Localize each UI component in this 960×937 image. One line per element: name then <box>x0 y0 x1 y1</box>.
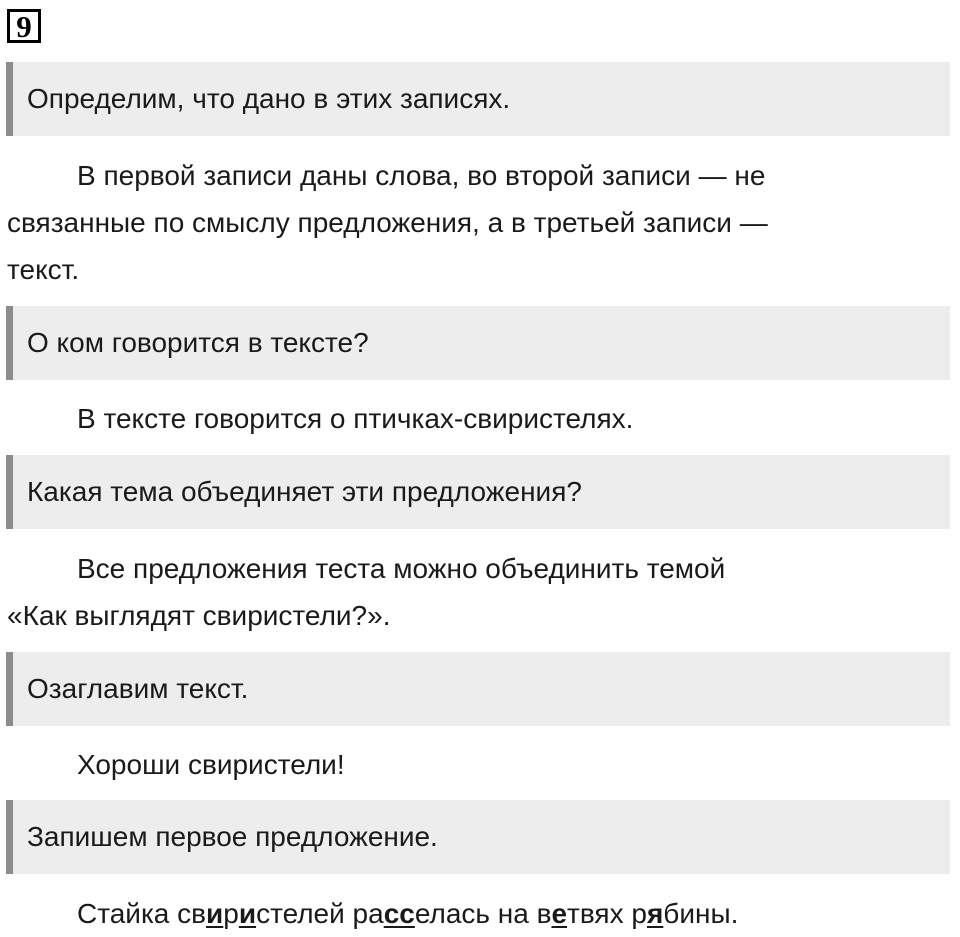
highlighted-letter: и <box>206 898 224 929</box>
text-segment: стелей ра <box>256 898 384 929</box>
question-block-4 <box>6 652 950 726</box>
text-segment: твях р <box>567 898 647 929</box>
answer-line: связанные по смыслу предложения, а в третьей записи — <box>7 207 768 238</box>
answer-block-5 <box>7 890 927 937</box>
answer-line: В первой записи даны слова, во второй записи — не <box>77 160 766 191</box>
question-block-3 <box>6 455 950 529</box>
question-block-1 <box>6 62 950 136</box>
highlighted-letter: сс <box>383 898 415 929</box>
highlighted-letter: е <box>551 898 568 929</box>
question-text: Определим, что дано в этих записях. <box>27 83 511 114</box>
answer-block-2 <box>7 395 927 442</box>
answer-line: В тексте говорится о птичках-свиристелях. <box>77 403 634 434</box>
question-block-2 <box>6 306 950 380</box>
question-block-5 <box>6 800 950 874</box>
text-segment: р <box>223 898 239 929</box>
answer-block-1 <box>7 152 927 293</box>
answer-sentence <box>7 890 927 937</box>
highlighted-letter: я <box>646 898 664 929</box>
answer-block-4 <box>7 741 927 788</box>
text-segment: Стайка св <box>77 898 207 929</box>
text-segment: бины. <box>663 898 739 929</box>
question-text: Запишем первое предложение. <box>27 821 438 852</box>
answer-block-3 <box>7 545 927 639</box>
answer-line: Хороши свиристели! <box>77 749 345 780</box>
task-number-badge: 9 <box>7 9 41 43</box>
answer-line: Все предложения теста можно объединить темой <box>77 553 726 584</box>
question-text: Озаглавим текст. <box>27 673 249 704</box>
answer-line: текст. <box>7 254 80 285</box>
question-text: О ком говорится в тексте? <box>27 327 369 358</box>
question-text: Какая тема объединяет эти предложения? <box>27 476 582 507</box>
highlighted-letter: и <box>238 898 257 929</box>
answer-line: «Как выглядят свиристели?». <box>7 600 391 631</box>
text-segment: елась на в <box>414 898 552 929</box>
